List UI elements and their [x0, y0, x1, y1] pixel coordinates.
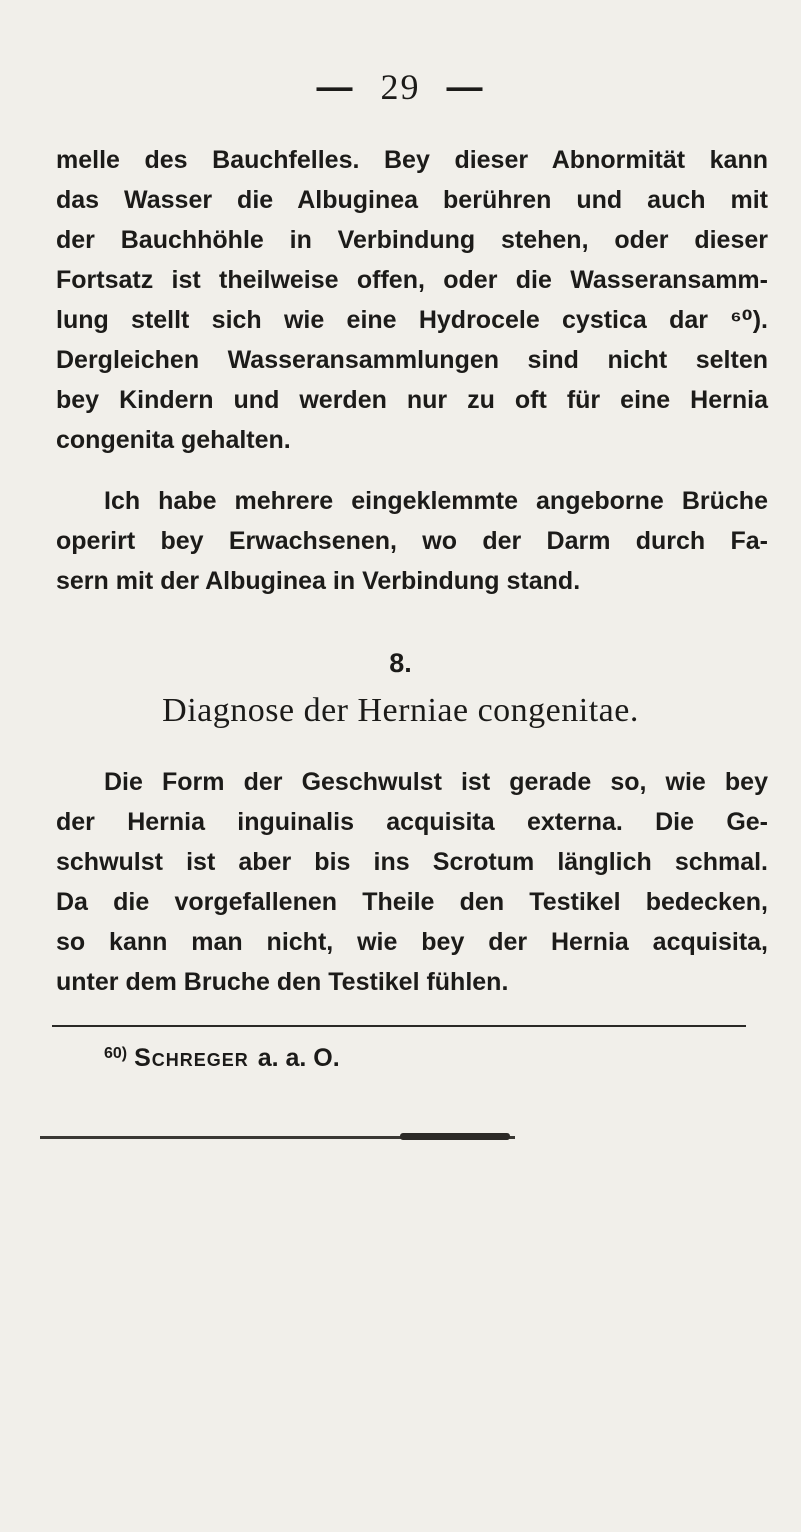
text-line: bey Kindern und werden nur zu oft für eine Hernia	[56, 386, 768, 414]
section-number: 8.	[389, 648, 412, 678]
paragraph-3	[56, 762, 768, 1002]
text-line: melle des Bauchfelles. Bey dieser Abnormität kann	[56, 146, 768, 174]
text-line: der Bauchhöhle in Verbindung stehen, oder dieser	[56, 226, 768, 254]
body-text-section	[56, 762, 768, 1002]
footnote-divider	[52, 1025, 746, 1027]
text-line: Da die vorgefallenen Theile den Testikel bedecken,	[56, 888, 768, 916]
footnote	[104, 1044, 340, 1073]
footnote-author: Schreger	[134, 1044, 249, 1072]
running-head	[0, 66, 801, 108]
text-line: Dergleichen Wasseransammlungen sind nicht selten	[56, 346, 768, 374]
running-head-dash-right: —	[446, 66, 485, 107]
text-line: lung stellt sich wie eine Hydrocele cystica dar ⁶⁰).	[56, 306, 768, 334]
print-smudge-dark	[400, 1133, 510, 1140]
running-head-dash-left: —	[316, 66, 355, 107]
paragraph-2	[56, 481, 768, 601]
body-text-mid	[56, 481, 768, 601]
text-line: Fortsatz ist theilweise offen, oder die Wasseransamm-	[56, 266, 768, 294]
page-number: 29	[380, 67, 421, 107]
text-line: der Hernia inguinalis acquisita externa. Die Ge-	[56, 808, 768, 836]
text-line: schwulst ist aber bis ins Scrotum länglich schmal.	[56, 848, 768, 876]
footnote-mark: 60)	[104, 1045, 128, 1062]
text-line: congenita gehalten.	[56, 426, 291, 454]
paragraph-1	[56, 140, 768, 460]
text-line: so kann man nicht, wie bey der Hernia acquisita,	[56, 928, 768, 956]
section-title: Diagnose der Herniae congenitae.	[162, 692, 639, 729]
text-line: das Wasser die Albuginea berühren und auch mit	[56, 186, 768, 214]
text-line: operirt bey Erwachsenen, wo der Darm durch Fa-	[56, 527, 768, 555]
body-text-top	[56, 140, 768, 460]
text-line: Die Form der Geschwulst ist gerade so, wie bey	[104, 768, 768, 796]
text-line: sern mit der Albuginea in Verbindung stand.	[56, 567, 581, 595]
footnote-text: a. a. O.	[257, 1044, 340, 1072]
text-line: Ich habe mehrere eingeklemmte angeborne Brüche	[104, 487, 768, 515]
text-line: unter dem Bruche den Testikel fühlen.	[56, 968, 509, 996]
